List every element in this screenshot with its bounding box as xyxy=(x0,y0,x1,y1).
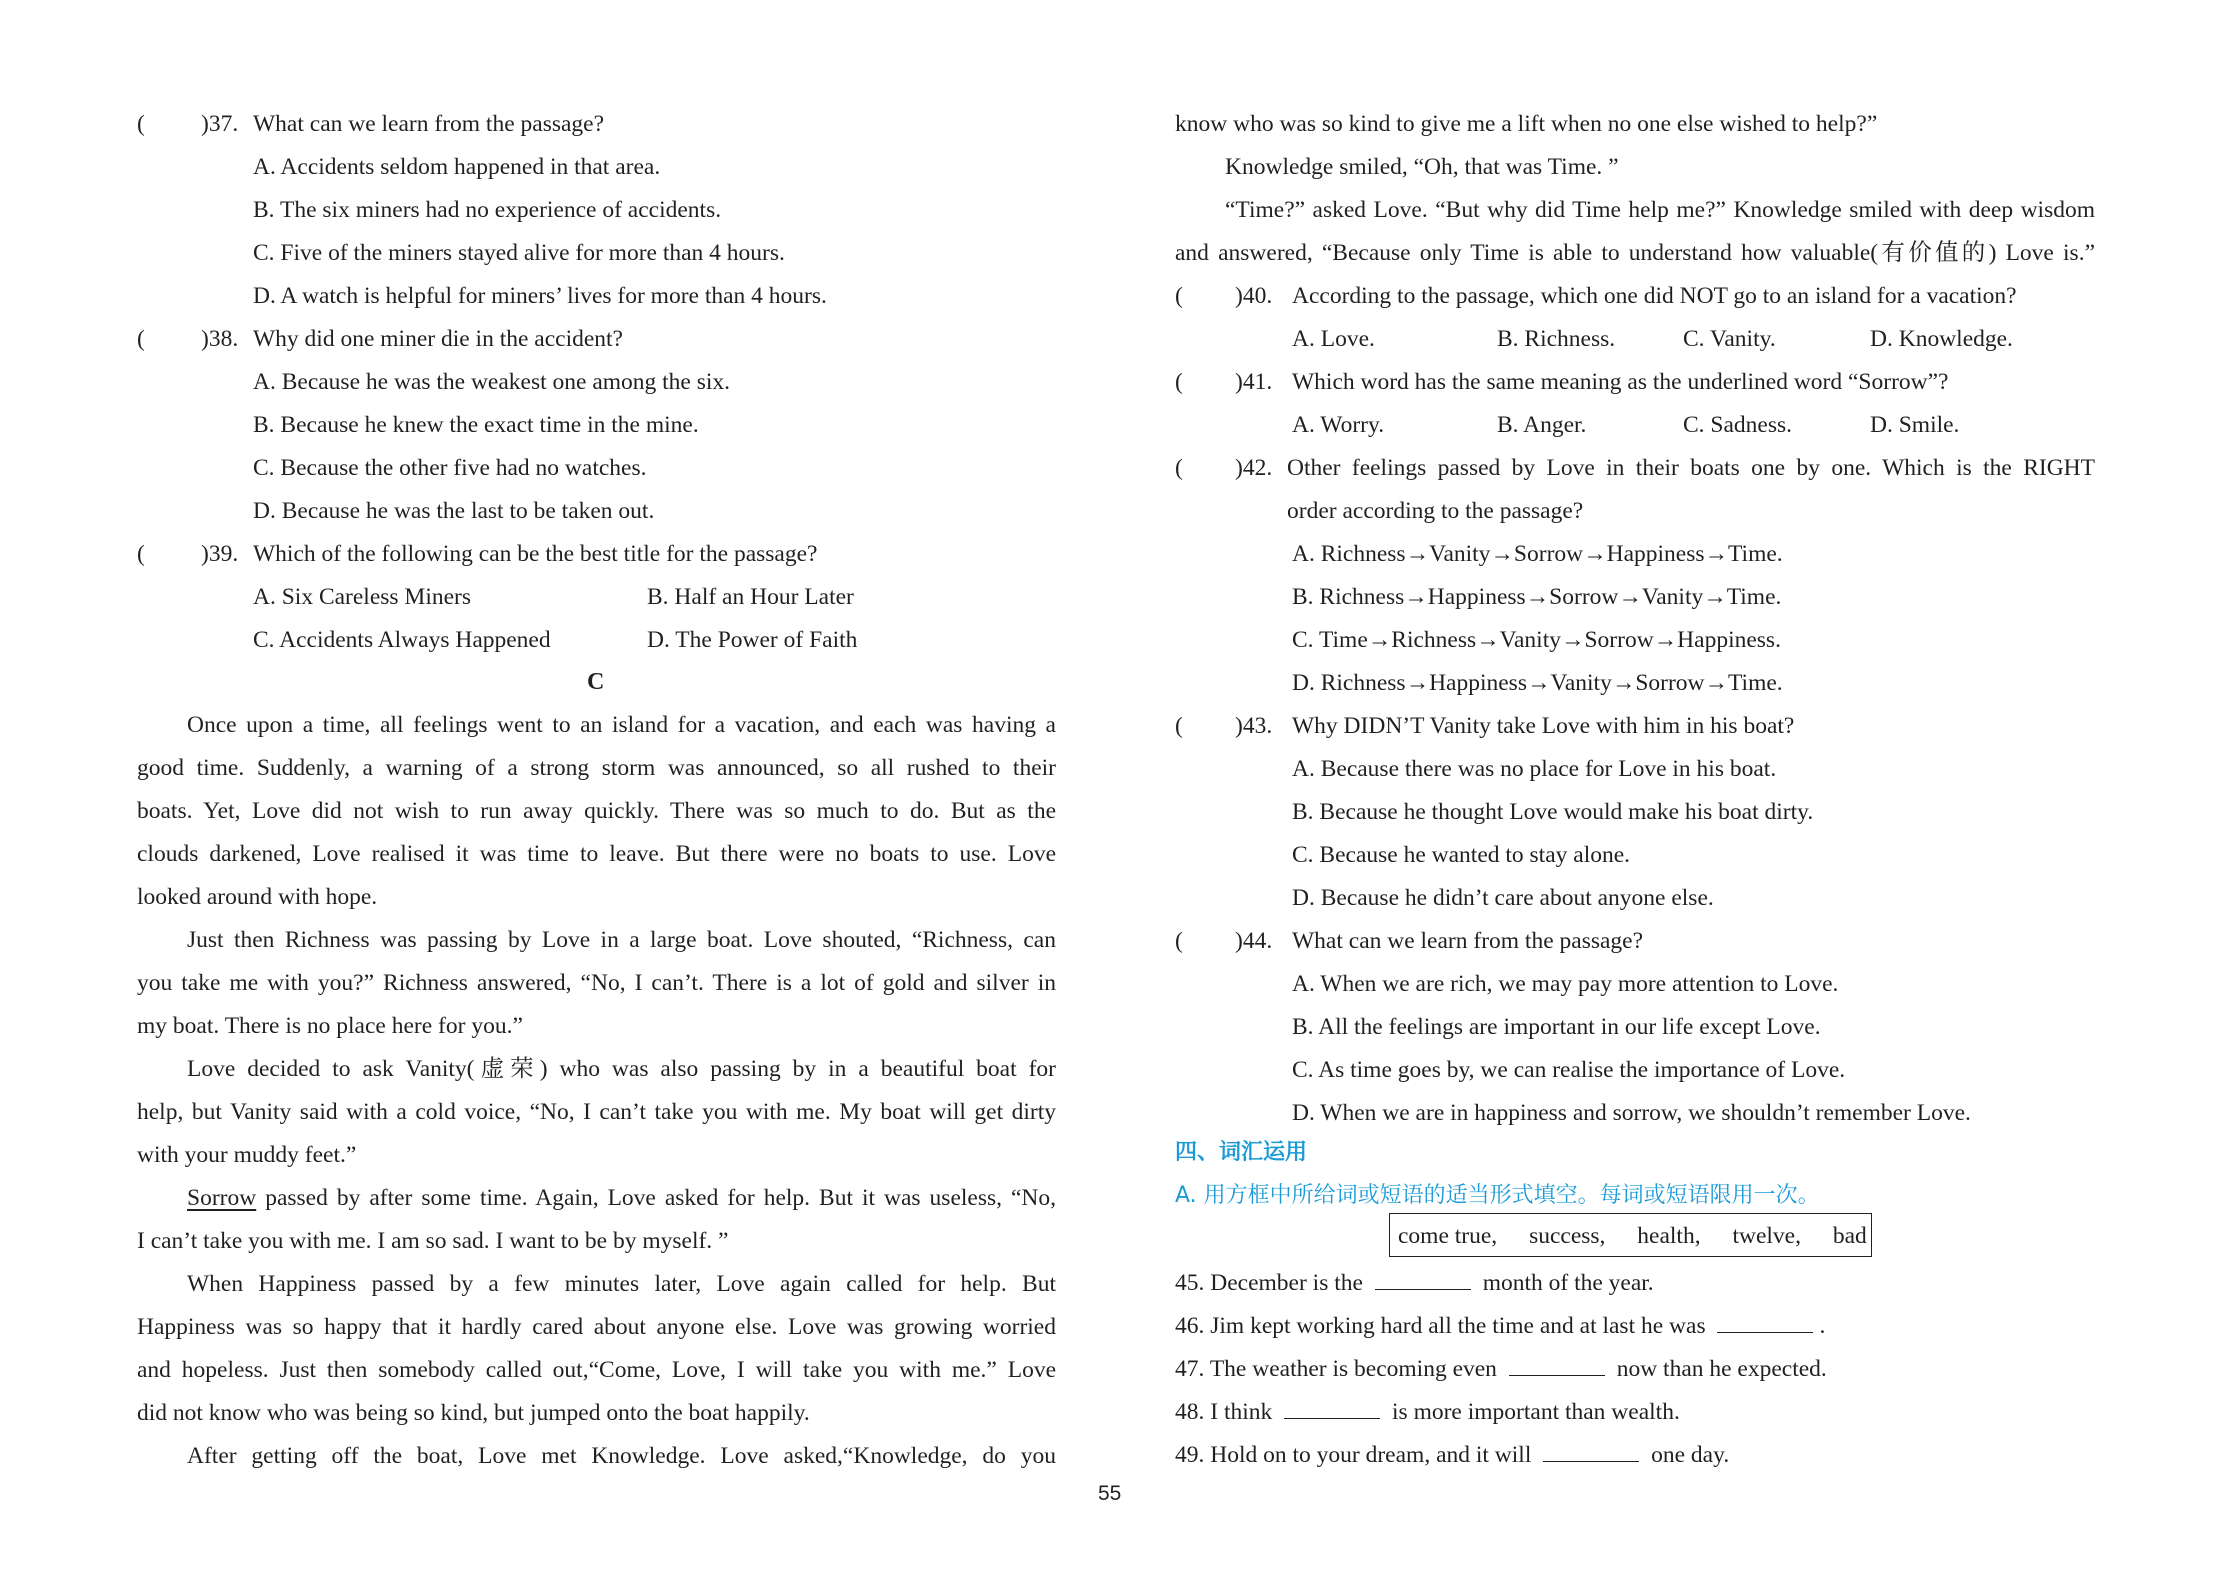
option-c: C. As time goes by, we can realise the importance of Love. xyxy=(1292,1057,1846,1083)
sentence-before: December is the xyxy=(1210,1270,1363,1296)
option-d: D. Smile. xyxy=(1870,412,1960,438)
answer-bracket[interactable]: ( xyxy=(1175,455,1183,481)
question-text: Other feelings passed by Love in their boats one by one. Which is the RIGHT xyxy=(1287,455,2095,481)
question-text: Which of the following can be the best title for the passage? xyxy=(253,541,818,567)
section-instruction: A. 用方框中所给词或短语的适当形式填空。每词或短语限用一次。 xyxy=(1175,1183,1820,1208)
passage-line: clouds darkened, Love realised it was time to leave. But there were no boats to use. Love xyxy=(137,841,1056,867)
passage-line-text: passed by after some time. Again, Love asked for help. But it was useless, “No, xyxy=(265,1185,1056,1211)
option-c: C. Because the other five had no watches. xyxy=(253,455,647,481)
question-40 xyxy=(1175,275,2095,317)
question-number: )41. xyxy=(1235,369,1273,395)
answer-blank[interactable] xyxy=(1375,1269,1471,1290)
question-text: What can we learn from the passage? xyxy=(253,111,605,137)
option-b: B. Richness. xyxy=(1497,326,1616,352)
question-text: What can we learn from the passage? xyxy=(1292,928,1644,954)
passage-line: my boat. There is no place here for you.” xyxy=(137,1013,523,1039)
question-38 xyxy=(137,318,1056,360)
passage-line: Just then Richness was passing by Love in a large boat. Love shouted, “Richness, can xyxy=(187,927,1056,953)
option-d: D. Knowledge. xyxy=(1870,326,2013,352)
passage-line: After getting off the boat, Love met Knowledge. Love asked,“Knowledge, do you xyxy=(187,1443,1056,1469)
option-d: D. The Power of Faith xyxy=(647,627,858,653)
answer-blank[interactable] xyxy=(1284,1398,1380,1419)
option-c: C. Five of the miners stayed alive for more than 4 hours. xyxy=(253,240,785,266)
option-d: D. A watch is helpful for miners’ lives for more than 4 hours. xyxy=(253,283,827,309)
option-a: A. When we are rich, we may pay more attention to Love. xyxy=(1292,971,1839,997)
passage-line: did not know who was being so kind, but jumped onto the boat happily. xyxy=(137,1400,810,1426)
option-b: B. The six miners had no experience of accidents. xyxy=(253,197,722,223)
question-number: )37. xyxy=(201,111,239,137)
question-text: Which word has the same meaning as the underlined word “Sorrow”? xyxy=(1292,369,1949,395)
answer-bracket[interactable]: ( xyxy=(1175,713,1183,739)
answer-bracket[interactable]: ( xyxy=(1175,283,1183,309)
page-number: 55 xyxy=(1098,1482,1122,1505)
option-b: B. All the feelings are important in our life except Love. xyxy=(1292,1014,1821,1040)
fill-blank-46 xyxy=(1175,1305,1825,1347)
passage-line: looked around with hope. xyxy=(137,884,378,910)
option-c: C. Because he wanted to stay alone. xyxy=(1292,842,1631,868)
passage-line: you take me with you?” Richness answered, “No, I can’t. There is a lot of gold and silver in xyxy=(137,970,1056,996)
question-number: )44. xyxy=(1235,928,1273,954)
sentence-after: now than he expected. xyxy=(1616,1356,1827,1382)
question-41 xyxy=(1175,361,2095,403)
passage-line: Love decided to ask Vanity(虚荣) who was also passing by in a beautiful boat for xyxy=(187,1056,1056,1082)
question-number: )40. xyxy=(1235,283,1273,309)
passage-line: good time. Suddenly, a warning of a strong storm was announced, so all rushed to their xyxy=(137,755,1056,781)
question-text: Why DIDN’T Vanity take Love with him in his boat? xyxy=(1292,713,1795,739)
passage-line: and answered, “Because only Time is able to understand how valuable(有价值的) Love is.” xyxy=(1175,240,2095,266)
option-a: A. Six Careless Miners xyxy=(253,584,472,610)
option-a: A. Richness→Vanity→Sorrow→Happiness→Time. xyxy=(1292,541,1783,567)
word-bank-item: come true, xyxy=(1398,1223,1498,1249)
word-bank-item: success, xyxy=(1529,1223,1606,1249)
passage-line: When Happiness passed by a few minutes later, Love again called for help. But xyxy=(187,1271,1056,1297)
answer-bracket[interactable]: ( xyxy=(1175,928,1183,954)
question-number: )43. xyxy=(1235,713,1273,739)
section-label-c: C xyxy=(587,669,605,695)
question-42 xyxy=(1175,447,2095,489)
word-bank-box xyxy=(1389,1213,1872,1257)
question-37 xyxy=(137,103,1056,145)
option-a: A. Accidents seldom happened in that area. xyxy=(253,154,661,180)
sentence-before: Jim kept working hard all the time and at last he was xyxy=(1210,1313,1706,1339)
question-text: Why did one miner die in the accident? xyxy=(253,326,623,352)
answer-bracket[interactable]: ( xyxy=(137,541,145,567)
question-text-continued: order according to the passage? xyxy=(1287,498,1584,524)
passage-line: I can’t take you with me. I am so sad. I want to be by myself. ” xyxy=(137,1228,729,1254)
sentence-before: I think xyxy=(1210,1399,1273,1425)
item-number: 48. xyxy=(1175,1399,1205,1425)
question-number: )42. xyxy=(1235,455,1273,481)
passage-line: Once upon a time, all feelings went to an island for a vacation, and each was having a xyxy=(187,712,1056,738)
option-c: C. Time→Richness→Vanity→Sorrow→Happiness. xyxy=(1292,627,1781,653)
fill-blank-45 xyxy=(1175,1262,1654,1304)
word-bank-item: health, xyxy=(1637,1223,1701,1249)
fill-blank-49 xyxy=(1175,1434,1729,1476)
option-d: D. Because he was the last to be taken out. xyxy=(253,498,655,524)
answer-bracket[interactable]: ( xyxy=(137,326,145,352)
question-39 xyxy=(137,533,1056,575)
option-b: B. Half an Hour Later xyxy=(647,584,854,610)
item-number: 45. xyxy=(1175,1270,1205,1296)
passage-line: help, but Vanity said with a cold voice, “No, I can’t take you with me. My boat will get dirty xyxy=(137,1099,1056,1125)
word-bank-item: twelve, xyxy=(1732,1223,1801,1249)
option-b: B. Because he thought Love would make his boat dirty. xyxy=(1292,799,1814,825)
passage-line: Happiness was so happy that it hardly cared about anyone else. Love was growing worried xyxy=(137,1314,1056,1340)
option-d: D. When we are in happiness and sorrow, we shouldn’t remember Love. xyxy=(1292,1100,1971,1126)
question-text: According to the passage, which one did NOT go to an island for a vacation? xyxy=(1292,283,2017,309)
question-44 xyxy=(1175,920,2095,962)
answer-bracket[interactable]: ( xyxy=(137,111,145,137)
option-b: B. Because he knew the exact time in the mine. xyxy=(253,412,699,438)
underlined-word-sorrow: Sorrow xyxy=(187,1185,257,1211)
option-c: C. Sadness. xyxy=(1683,412,1793,438)
passage-line: and hopeless. Just then somebody called out,“Come, Love, I will take you with me.” Love xyxy=(137,1357,1056,1383)
answer-blank[interactable] xyxy=(1509,1355,1605,1376)
question-number: )38. xyxy=(201,326,239,352)
passage-line: boats. Yet, Love did not wish to run away quickly. There was so much to do. But as the xyxy=(137,798,1056,824)
question-43 xyxy=(1175,705,2095,747)
option-b: B. Richness→Happiness→Sorrow→Vanity→Time. xyxy=(1292,584,1782,610)
item-number: 49. xyxy=(1175,1442,1205,1468)
fill-blank-47 xyxy=(1175,1348,1827,1390)
option-c: C. Vanity. xyxy=(1683,326,1776,352)
option-a: A. Because there was no place for Love in his boat. xyxy=(1292,756,1777,782)
item-number: 46. xyxy=(1175,1313,1205,1339)
section-heading-vocabulary: 四、词汇运用 xyxy=(1175,1140,1308,1165)
answer-blank[interactable] xyxy=(1717,1312,1813,1333)
word-bank-item: bad xyxy=(1832,1223,1867,1249)
option-a: A. Worry. xyxy=(1292,412,1385,438)
passage-line xyxy=(137,1177,1056,1219)
option-a: A. Love. xyxy=(1292,326,1375,352)
sentence-before: Hold on to your dream, and it will xyxy=(1210,1442,1532,1468)
answer-blank[interactable] xyxy=(1543,1441,1639,1462)
answer-bracket[interactable]: ( xyxy=(1175,369,1183,395)
sentence-after: is more important than wealth. xyxy=(1392,1399,1680,1425)
passage-line: with your muddy feet.” xyxy=(137,1142,357,1168)
option-c: C. Accidents Always Happened xyxy=(253,627,551,653)
item-number: 47. xyxy=(1175,1356,1205,1382)
sentence-after: month of the year. xyxy=(1482,1270,1654,1296)
passage-line: Knowledge smiled, “Oh, that was Time. ” xyxy=(1225,154,1619,180)
option-a: A. Because he was the weakest one among the six. xyxy=(253,369,731,395)
option-b: B. Anger. xyxy=(1497,412,1587,438)
passage-line: know who was so kind to give me a lift when no one else wished to help?” xyxy=(1175,111,1878,137)
option-d: D. Because he didn’t care about anyone else. xyxy=(1292,885,1714,911)
passage-line: “Time?” asked Love. “But why did Time help me?” Knowledge smiled with deep wisdom xyxy=(1225,197,2095,223)
fill-blank-48 xyxy=(1175,1391,1680,1433)
option-d: D. Richness→Happiness→Vanity→Sorrow→Time. xyxy=(1292,670,1783,696)
sentence-before: The weather is becoming even xyxy=(1209,1356,1497,1382)
question-number: )39. xyxy=(201,541,239,567)
sentence-after: one day. xyxy=(1651,1442,1730,1468)
sentence-after: . xyxy=(1819,1313,1826,1339)
